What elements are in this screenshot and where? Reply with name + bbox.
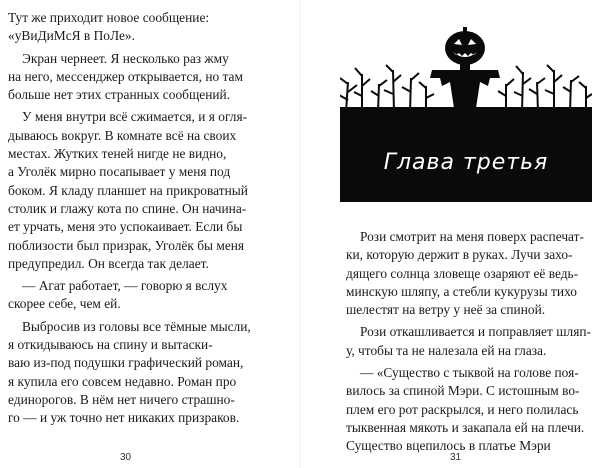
text-line: тыквенная мякоть и закапала ей на плечи.: [346, 419, 585, 435]
chapter-title: Глава третья: [383, 150, 549, 175]
text-line: шелестят на ветру у неё за спиной.: [346, 302, 546, 318]
text-line: боком. Я кладу планшет на прикроватный: [8, 182, 248, 198]
text-line: местах. Жутких теней нигде не видно,: [8, 146, 227, 162]
right-page-text: [346, 228, 600, 456]
text-line: Рози смотрит на меня поверх распечат-: [360, 229, 584, 244]
text-line: единорогов. В нём нет ничего страшно-: [8, 391, 235, 407]
text-line: Существо вцепилось в платье Мэри: [346, 438, 551, 454]
text-line: поблизости был призрак, Уголёк бы меня: [8, 237, 245, 253]
text-line: вилось за спиной Мэри. С истошным во-: [346, 383, 580, 399]
text-line: «уВиДиМсЯ в ПоЛе».: [8, 28, 135, 44]
text-line: я откидываюсь на спину и вытаски-: [8, 337, 213, 353]
text-line: столик и глажу кота по спине. Он начина-: [8, 200, 247, 216]
text-line: ваю из-под подушки графический роман,: [8, 355, 244, 371]
right-page: [300, 0, 600, 468]
text-line: Выбросив из головы все тёмные мысли,: [22, 318, 251, 334]
text-line: дываюсь вокруг. В комнате всё на своих: [8, 127, 237, 143]
left-page-text: [8, 9, 264, 428]
page-number: 31: [450, 452, 462, 463]
text-line: минскую шляпу, а стебли кукурузы тихо: [346, 283, 577, 299]
text-line: — Агат работает, — говорю я вслух: [22, 278, 228, 294]
text-line: дящего солнца зловеще озаряют её ведь-: [346, 265, 579, 281]
text-line: Экран чернеет. Я несколько раз жму: [22, 50, 229, 66]
text-line: на него, мессенджер открывается, но там: [8, 68, 243, 84]
page-number: 30: [120, 452, 132, 463]
text-line: скорее себе, чем ей.: [8, 296, 121, 312]
text-line: а Уголёк мирно посапывает у меня под: [8, 164, 231, 180]
text-line: го — и уж точно нет никаких призраков.: [8, 410, 240, 426]
text-line: больше нет этих странных сообщений.: [8, 87, 231, 103]
text-line: я купила его совсем недавно. Роман про: [8, 373, 237, 389]
text-line: У меня внутри всё сжимается, и я огля-: [22, 109, 248, 125]
text-line: плем его рот раскрылся, и него полилась: [346, 401, 579, 417]
text-line: Рози откашливается и поправляет шляп-: [360, 324, 591, 340]
pumpkin-head-icon: [445, 27, 485, 65]
text-line: предупредил. Он всегда так делает.: [8, 255, 209, 271]
text-line: у, чтобы та не налезала ей на глаза.: [346, 342, 547, 358]
text-line: ки, которую держит в руках. Лучи захо-: [346, 247, 573, 263]
text-line: — «Существо с тыквой на голове поя-: [360, 365, 579, 381]
text-line: Тут же приходит новое сообщение:: [8, 10, 210, 25]
text-line: ет урчать, меня это успокаивает. Если бы: [8, 219, 243, 235]
